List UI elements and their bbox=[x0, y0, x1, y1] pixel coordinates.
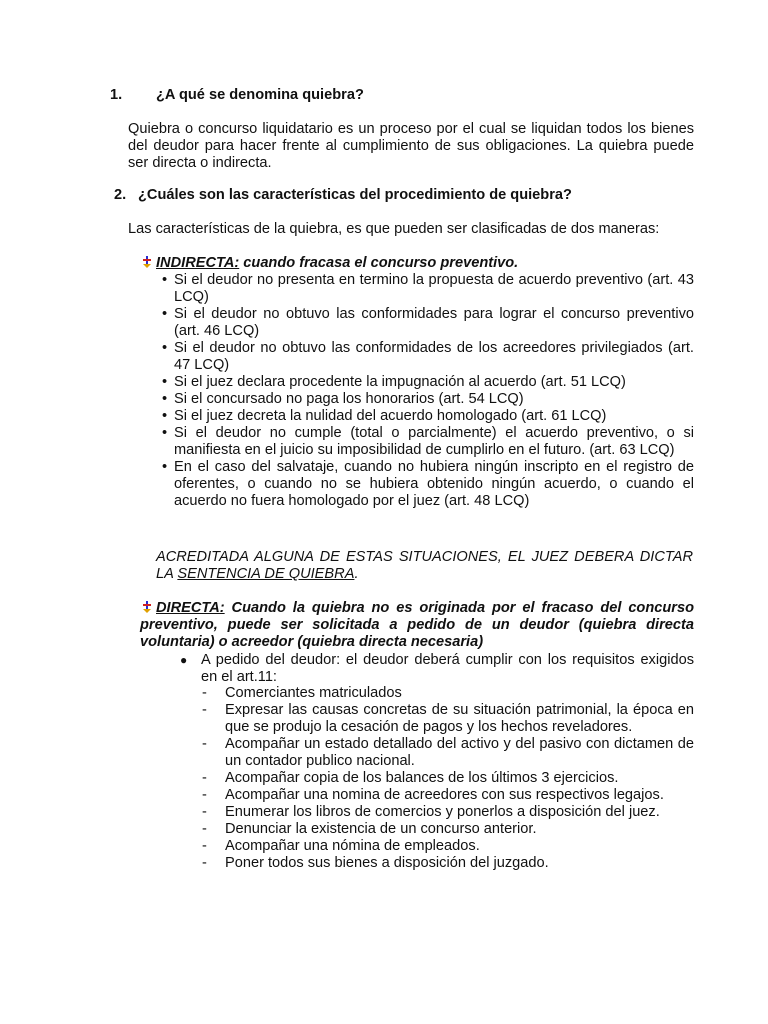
question-2-number: 2. bbox=[114, 187, 127, 203]
indirecta-heading bbox=[140, 255, 700, 272]
question-1-title: ¿A qué se denomina quiebra? bbox=[156, 87, 364, 103]
list-item: - Enumerar los libros de comercios y ponerlos a disposición del juez. bbox=[201, 804, 694, 821]
list-item: - Expresar las causas concretas de su situación patrimonial, la época en que se produjo la cesación de pagos y los hechos reveladores. bbox=[201, 702, 694, 736]
list-item: • Si el deudor no obtuvo las conformidades de los acreedores privilegiados (art. 47 LCQ) bbox=[160, 340, 694, 374]
indirecta-conclusion bbox=[156, 549, 693, 583]
list-item: • Si el deudor no obtuvo las conformidades para lograr el concurso preventivo (art. 46 LCQ) bbox=[160, 306, 694, 340]
indirecta-keyword: INDIRECTA: bbox=[156, 255, 240, 271]
list-item: - Poner todos sus bienes a disposición del juzgado. bbox=[201, 855, 694, 872]
list-item: • Si el juez declara procedente la impugnación al acuerdo (art. 51 LCQ) bbox=[160, 374, 694, 391]
list-item: • Si el concursado no paga los honorarios (art. 54 LCQ) bbox=[160, 391, 694, 408]
directa-item-text: A pedido del deudor: el deudor deberá cumplir con los requisitos exigidos en el art.11: bbox=[201, 652, 694, 685]
conclusion-end: . bbox=[354, 566, 359, 582]
question-1-heading bbox=[110, 87, 364, 104]
list-item: • Si el deudor no presenta en termino la propuesta de acuerdo preventivo (art. 43 LCQ) bbox=[160, 272, 694, 306]
directa-item bbox=[180, 652, 694, 686]
list-item: - Acompañar un estado detallado del activo y del pasivo con dictamen de un contador publico nacional. bbox=[201, 736, 694, 770]
question-1-number: 1. bbox=[110, 87, 123, 103]
conclusion-underlined: SENTENCIA DE QUIEBRA bbox=[177, 566, 355, 582]
list-item: • Si el deudor no cumple (total o parcialmente) el acuerdo preventivo, o si manifiesta en el juicio su imposibilidad de cumplirlo en el futuro. (art. 63 LCQ) bbox=[160, 425, 694, 459]
requirements-list bbox=[201, 685, 694, 872]
list-item: - Comerciantes matriculados bbox=[201, 685, 694, 702]
indirecta-list bbox=[160, 272, 694, 510]
directa-keyword: DIRECTA: bbox=[156, 600, 225, 616]
directa-heading-text: Cuando la quiebra no es originada por el fracaso del concurso preventivo, puede ser solicitada a pedido de un deudor (quiebra directa voluntaria) o acreedor (quiebra directa necesaria) bbox=[140, 600, 694, 650]
list-item: - Acompañar una nómina de empleados. bbox=[201, 838, 694, 855]
list-item: - Denunciar la existencia de un concurso anterior. bbox=[201, 821, 694, 838]
directa-heading bbox=[140, 600, 694, 651]
bullet-icon: ● bbox=[180, 653, 188, 667]
list-item: - Acompañar copia de los balances de los últimos 3 ejercicios. bbox=[201, 770, 694, 787]
arrow-down-plus-icon bbox=[140, 600, 156, 614]
question-2-intro: Las características de la quiebra, es que pueden ser clasificadas de dos maneras: bbox=[128, 221, 660, 237]
question-1-answer: Quiebra o concurso liquidatario es un proceso por el cual se liquidan todos los bienes del deudor para hacer frente al cumplimiento de sus obligaciones. La quiebra puede ser directa o indirecta. bbox=[128, 121, 694, 171]
list-item: - Acompañar una nomina de acreedores con sus respectivos legajos. bbox=[201, 787, 694, 804]
conclusion-text: ACREDITADA ALGUNA DE ESTAS SITUACIONES, EL JUEZ DEBERA DICTAR LA bbox=[156, 549, 693, 582]
list-item: • En el caso del salvataje, cuando no hubiera ningún inscripto en el registro de oferentes, o cuando no se hubiera obtenido ningún acuerdo, o cuando el acuerdo no fuera homologado por el juez (art. 48 LCQ) bbox=[160, 459, 694, 510]
arrow-down-plus-icon bbox=[140, 255, 156, 269]
list-item: • Si el juez decreta la nulidad del acuerdo homologado (art. 61 LCQ) bbox=[160, 408, 694, 425]
indirecta-heading-text: cuando fracasa el concurso preventivo. bbox=[239, 255, 519, 271]
question-2-heading bbox=[114, 187, 572, 204]
question-2-title: ¿Cuáles son las características del procedimiento de quiebra? bbox=[138, 187, 572, 203]
